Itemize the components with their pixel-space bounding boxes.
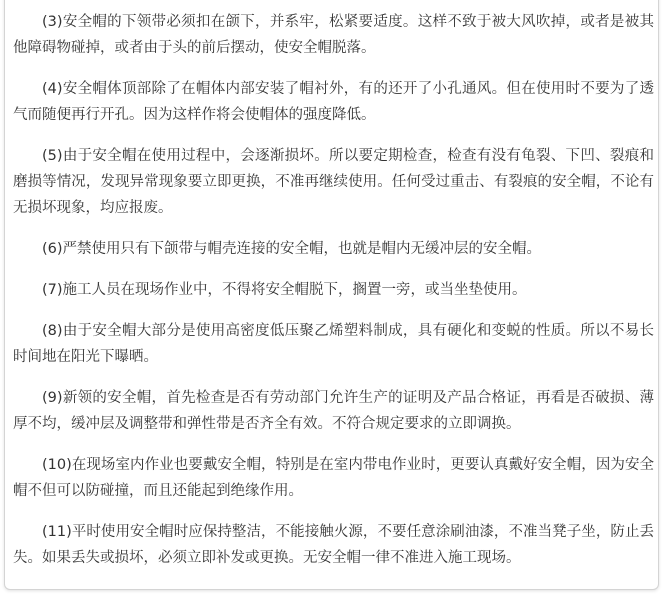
paragraph-7: (7)施工人员在现场作业中，不得将安全帽脱下，搁置一旁，或当坐垫使用。 — [42, 282, 527, 298]
paragraph-8: (8)由于安全帽大部分是使用高密度低压聚乙烯塑料制成，具有硬化和变蜕的性质。所以不易长时间地在阳光下曝晒。 — [13, 323, 654, 365]
paragraph-6: (6)严禁使用只有下颌带与帽壳连接的安全帽，也就是帽内无缓冲层的安全帽。 — [42, 241, 542, 257]
paragraph-11: (11)平时使用安全帽时应保持整洁，不能接触火源，不要任意涂刷油漆，不准当凳子坐，防止丢失。如果丢失或损坏，必须立即补发或更换。无安全帽一律不准进入施工现场。 — [13, 524, 654, 566]
article-body — [13, 9, 654, 586]
paragraph-3: (3)安全帽的下领带必须扣在颌下，并系牢，松紧要适度。这样不致于被大风吹掉，或者是被其他障碍物碰掉，或者由于头的前后摆动，使安全帽脱落。 — [13, 14, 654, 56]
paragraph-4: (4)安全帽体顶部除了在帽体内部安装了帽衬外，有的还开了小孔通风。但在使用时不要为了透气而随便再行开孔。因为这样作将会使帽体的强度降低。 — [13, 81, 654, 123]
content-card — [4, 0, 659, 590]
paragraph-10: (10)在现场室内作业也要戴安全帽，特别是在室内带电作业时，更要认真戴好安全帽，因为安全帽不但可以防碰撞，而且还能起到绝缘作用。 — [13, 457, 654, 499]
paragraph-5: (5)由于安全帽在使用过程中，会逐渐损坏。所以要定期检查，检查有没有龟裂、下凹、裂痕和磨损等情况，发现异常现象要立即更换，不准再继续使用。任何受过重击、有裂痕的安全帽，不论有无损坏现象，均应报废。 — [13, 148, 654, 216]
paragraph-9: (9)新领的安全帽，首先检查是否有劳动部门允许生产的证明及产品合格证，再看是否破损、薄厚不均，缓冲层及调整带和弹性带是否齐全有效。不符合规定要求的立即调换。 — [13, 390, 654, 432]
